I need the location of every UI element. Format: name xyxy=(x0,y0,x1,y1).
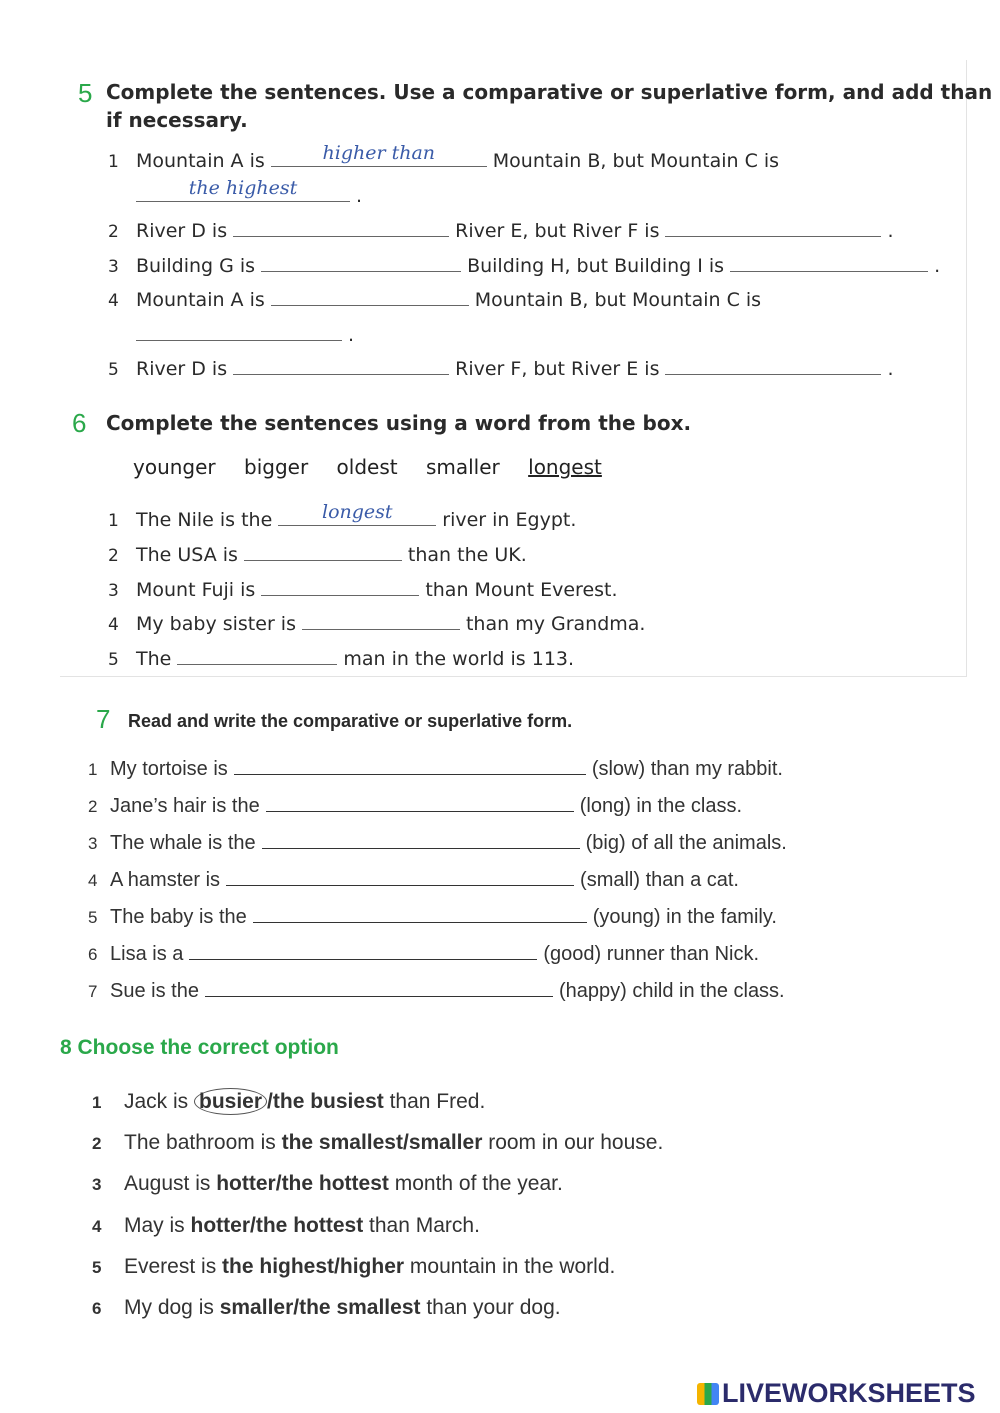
s6-blank-3[interactable] xyxy=(261,575,419,596)
s8-item-1: 1 Jack is busier /the busiest than Fred. xyxy=(92,1090,486,1113)
handwritten-answer: the highest xyxy=(188,177,298,199)
s6-blank-1[interactable] xyxy=(278,501,436,526)
handwritten-answer: higher than xyxy=(322,142,436,164)
s5-item-2: 2 River D is River E, but River F is . xyxy=(108,216,894,242)
s5-blank-3b[interactable] xyxy=(730,251,928,272)
s6-item-3: 3 Mount Fuji is than Mount Everest. xyxy=(108,575,618,601)
s8-item-2: 2 The bathroom is the smallest/smaller room in our house. xyxy=(92,1131,664,1154)
word-4[interactable]: smaller xyxy=(425,455,500,479)
s5-blank-2a[interactable] xyxy=(233,216,449,237)
s8-option-2b[interactable]: smaller xyxy=(408,1131,483,1154)
handwritten-answer: longest xyxy=(322,501,393,523)
s7-item-2: 2 Jane’s hair is the (long) in the class. xyxy=(88,791,742,818)
s7-blank-1[interactable] xyxy=(234,754,586,775)
s5-blank-2b[interactable] xyxy=(665,216,881,237)
s5-blank-4a[interactable] xyxy=(271,285,469,306)
s7-blank-2[interactable] xyxy=(266,791,574,812)
s7-blank-7[interactable] xyxy=(205,976,553,997)
word-1[interactable]: younger xyxy=(133,455,216,479)
s5-item-4: 4 Mountain A is Mountain B, but Mountain C is xyxy=(108,285,761,311)
word-5[interactable]: longest xyxy=(528,455,602,479)
s5-blank-1b[interactable] xyxy=(136,177,350,202)
s6-item-2: 2 The USA is than the UK. xyxy=(108,540,527,566)
s7-item-6: 6 Lisa is a (good) runner than Nick. xyxy=(88,939,759,966)
s8-option-4b[interactable]: the hottest xyxy=(255,1214,364,1237)
section7-title: Read and write the comparative or superlative form. xyxy=(128,711,573,731)
s7-item-3: 3 The whale is the (big) of all the animals. xyxy=(88,828,787,855)
s8-item-4: 4 May is hotter/the hottest than March. xyxy=(92,1214,480,1237)
s7-item-7: 7 Sue is the (happy) child in the class. xyxy=(88,976,785,1003)
section7-number: 7 xyxy=(96,704,111,734)
s8-option-2a[interactable]: the smallest xyxy=(281,1131,403,1154)
s8-option-5a[interactable]: the highest xyxy=(222,1255,335,1278)
s5-blank-3a[interactable] xyxy=(261,251,461,272)
s8-item-6: 6 My dog is smaller/the smallest than your dog. xyxy=(92,1296,561,1319)
s7-blank-5[interactable] xyxy=(253,902,587,923)
s7-item-5: 5 The baby is the (young) in the family. xyxy=(88,902,777,929)
s6-blank-2[interactable] xyxy=(244,540,402,561)
s6-item-5: 5 The man in the world is 113. xyxy=(108,644,574,670)
s8-option-3b[interactable]: the hottest xyxy=(281,1172,389,1195)
section5-number: 5 xyxy=(78,78,93,108)
s6-item-1: 1 The Nile is the longest river in Egypt. xyxy=(108,501,577,531)
s5-blank-1a[interactable] xyxy=(271,142,487,167)
word-3[interactable]: oldest xyxy=(336,455,398,479)
section5-title: Complete the sentences. Use a comparative or superlative form, and add than if necessary. xyxy=(106,80,993,132)
s8-option-5b[interactable]: higher xyxy=(339,1255,405,1278)
s6-blank-5[interactable] xyxy=(177,644,337,665)
s8-option-6a[interactable]: smaller xyxy=(219,1296,294,1319)
s8-item-3: 3 August is hotter/the hottest month of the year. xyxy=(92,1172,563,1195)
s8-option-3a[interactable]: hotter xyxy=(216,1172,276,1195)
liveworksheets-logo: LIVEWORKSHEETS xyxy=(697,1378,976,1409)
s5-blank-4b[interactable] xyxy=(136,320,342,341)
s8-option-4a[interactable]: hotter xyxy=(190,1214,251,1237)
logo-icon xyxy=(697,1383,719,1405)
s5-item-1-cont: the highest . xyxy=(136,181,362,207)
s7-item-4: 4 A hamster is (small) than a cat. xyxy=(88,865,739,892)
s5-blank-5b[interactable] xyxy=(665,354,881,375)
section6-title: Complete the sentences using a word from the box. xyxy=(106,411,692,435)
s6-blank-4[interactable] xyxy=(302,609,460,630)
s7-blank-3[interactable] xyxy=(262,828,580,849)
section8-title: 8 Choose the correct option xyxy=(60,1036,339,1059)
s7-blank-4[interactable] xyxy=(226,865,574,886)
s8-option-1b[interactable]: the busiest xyxy=(272,1090,384,1113)
s8-option-1a[interactable]: busier xyxy=(194,1088,267,1115)
s5-item-5: 5 River D is River F, but River E is . xyxy=(108,354,894,380)
s5-item-3: 3 Building G is Building H, but Building I is . xyxy=(108,251,940,277)
s7-blank-6[interactable] xyxy=(189,939,537,960)
s8-option-6b[interactable]: the smallest xyxy=(299,1296,421,1319)
s5-item-1: 1 Mountain A is higher than Mountain B, but Mountain C is xyxy=(108,142,780,172)
s5-item-4-cont: . xyxy=(136,320,354,346)
section6-number: 6 xyxy=(72,408,87,438)
word-box xyxy=(133,455,624,479)
s6-item-4: 4 My baby sister is than my Grandma. xyxy=(108,609,645,635)
word-2[interactable]: bigger xyxy=(244,455,309,479)
s5-blank-5a[interactable] xyxy=(233,354,449,375)
s7-item-1: 1 My tortoise is (slow) than my rabbit. xyxy=(88,754,783,781)
s8-item-5: 5 Everest is the highest/higher mountain in the world. xyxy=(92,1255,616,1278)
